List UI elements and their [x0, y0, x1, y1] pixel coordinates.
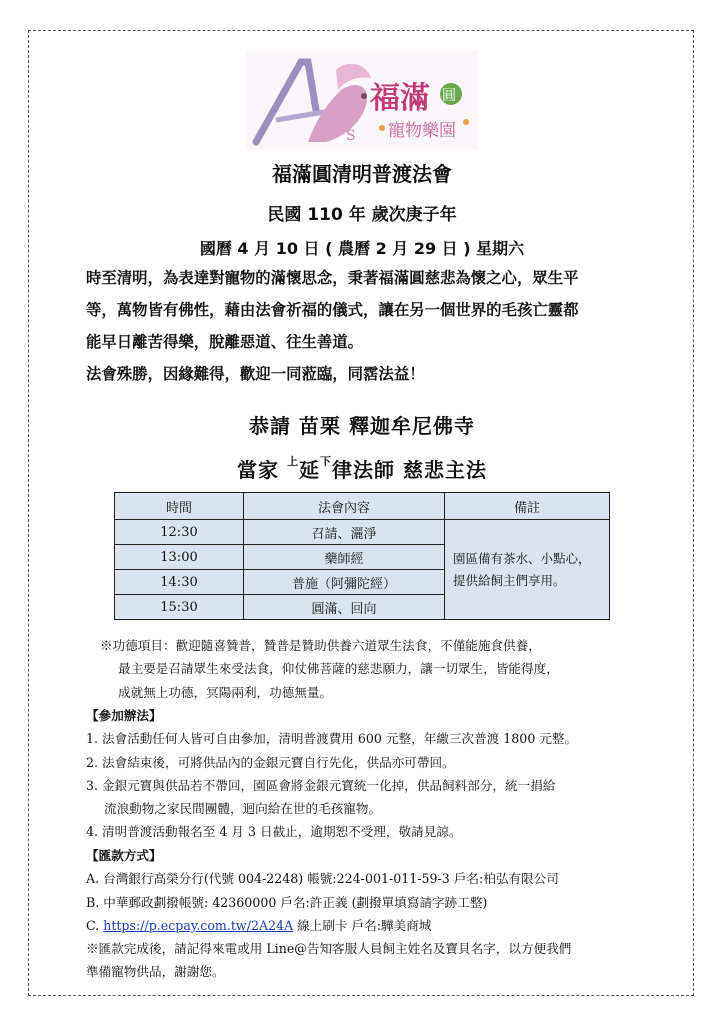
table-row [115, 520, 610, 545]
date-line: 國曆 4 月 10 日 ( 農曆 2 月 29 日 ) 星期六 [199, 239, 525, 258]
time-cell: 15:30 [115, 595, 244, 620]
content-cell: 圓滿、回向 [244, 595, 445, 620]
content-cell: 藥師經 [244, 545, 445, 570]
participation-heading: 【參加辦法】 [86, 708, 162, 723]
master-suffix: 律法師 慈悲主法 [332, 458, 487, 482]
table-header-row [115, 493, 610, 520]
time-cell: 13:00 [115, 545, 244, 570]
intro-line: 時至清明，為表達對寵物的滿懷思念，秉著福滿圓慈悲為懷之心，眾生平 [86, 269, 579, 287]
header-note: 備註 [445, 493, 610, 520]
list-item: 3. 金銀元寶與供品若不帶回，園區會將金銀元寶統一化掉，供品飼料部分，統一捐給 [86, 777, 556, 793]
logo-text: 福滿 [370, 81, 430, 116]
remittance-c-suffix: 線上刷卡 戶名:驊美商城 [293, 917, 432, 933]
merit-section [100, 634, 670, 704]
time-cell: 12:30 [115, 520, 244, 545]
list-item: 流浪動物之家民間團體，迴向給在世的毛孩寵物。 [104, 801, 382, 817]
remittance-section [86, 844, 656, 984]
merit-line: ※功德項目：歡迎隨喜贊普，贊普是贊助供養六道眾生法食，不僅能施食供養， [100, 638, 541, 653]
schedule-table [114, 492, 610, 620]
participation-section [86, 704, 656, 844]
year-line: 民國 110 年 歲次庚子年 [267, 205, 457, 225]
merit-line: 成就無上功德，冥陽兩利，功德無量。 [118, 684, 333, 700]
note-line: 園區備有茶水、小點心， [453, 550, 591, 566]
time-cell: 14:30 [115, 570, 244, 595]
ecpay-link[interactable]: https://p.ecpay.com.tw/2A24A [103, 917, 294, 933]
invite-line: 恭請 苗栗 釋迦牟尼佛寺 [249, 414, 475, 438]
remittance-note: ※匯款完成後，請記得來電或用 Line@告知客服人員飼主姓名及寶貝名字，以方便我們 [86, 941, 572, 957]
remittance-a: A. 台灣銀行高榮分行(代號 004-2248) 帳號:224-001-011-59-3 戶名:柏弘有限公司 [86, 871, 559, 887]
note-cell [445, 520, 610, 620]
content-cell: 普施（阿彌陀經） [244, 570, 445, 595]
master-mid: 延 [299, 458, 320, 482]
remittance-note: 準備寵物供品，謝謝您。 [86, 964, 225, 980]
logo-subtext: 寵物樂園 [388, 121, 456, 141]
header-content: 法會內容 [244, 493, 445, 520]
svg-text:S: S [346, 128, 356, 144]
note-line: 提供給飼主們享用。 [453, 572, 566, 588]
merit-line: 最主要是召請眾生來受法食，仰仗佛菩薩的慈悲願力，讓一切眾生，皆能得度， [118, 661, 559, 677]
master-line [0, 454, 724, 483]
list-item: 4. 清明普渡活動報名至 4 月 3 日截止，逾期恕不受理，敬請見諒。 [86, 824, 462, 840]
logo [246, 50, 478, 150]
master-sup: 上 [287, 455, 299, 469]
content-cell: 召請、灑淨 [244, 520, 445, 545]
intro-line: 法會殊勝，因緣難得，歡迎一同蒞臨，同霑法益！ [86, 365, 425, 383]
master-sup: 下 [320, 455, 332, 469]
header-time: 時間 [115, 493, 244, 520]
remittance-c-prefix: C. [86, 917, 104, 933]
list-item: 2. 法會結束後，可將供品內的金銀元寶自行先化，供品亦可帶回。 [86, 754, 455, 770]
remittance-b: B. 中華郵政劃撥帳號: 42360000 戶名:許正義 (劃撥單填寫請字跡工整) [86, 894, 488, 910]
intro-line: 能早日離苦得樂，脫離惡道、往生善道。 [86, 333, 364, 351]
remittance-c [86, 914, 656, 937]
master-prefix: 當家 [237, 458, 287, 482]
list-item: 1. 法會活動任何人皆可自由參加，清明普渡費用 600 元整，年繳三次普渡 1800 元整。 [86, 731, 578, 747]
remittance-heading: 【匯款方式】 [86, 848, 162, 863]
page-title: 福滿圓清明普渡法會 [272, 162, 452, 186]
logo-seal: 圓 [442, 88, 456, 104]
intro-paragraph [86, 262, 656, 390]
intro-line: 等，萬物皆有佛性，藉由法會祈福的儀式，讓在另一個世界的毛孩亡靈都 [86, 301, 579, 319]
